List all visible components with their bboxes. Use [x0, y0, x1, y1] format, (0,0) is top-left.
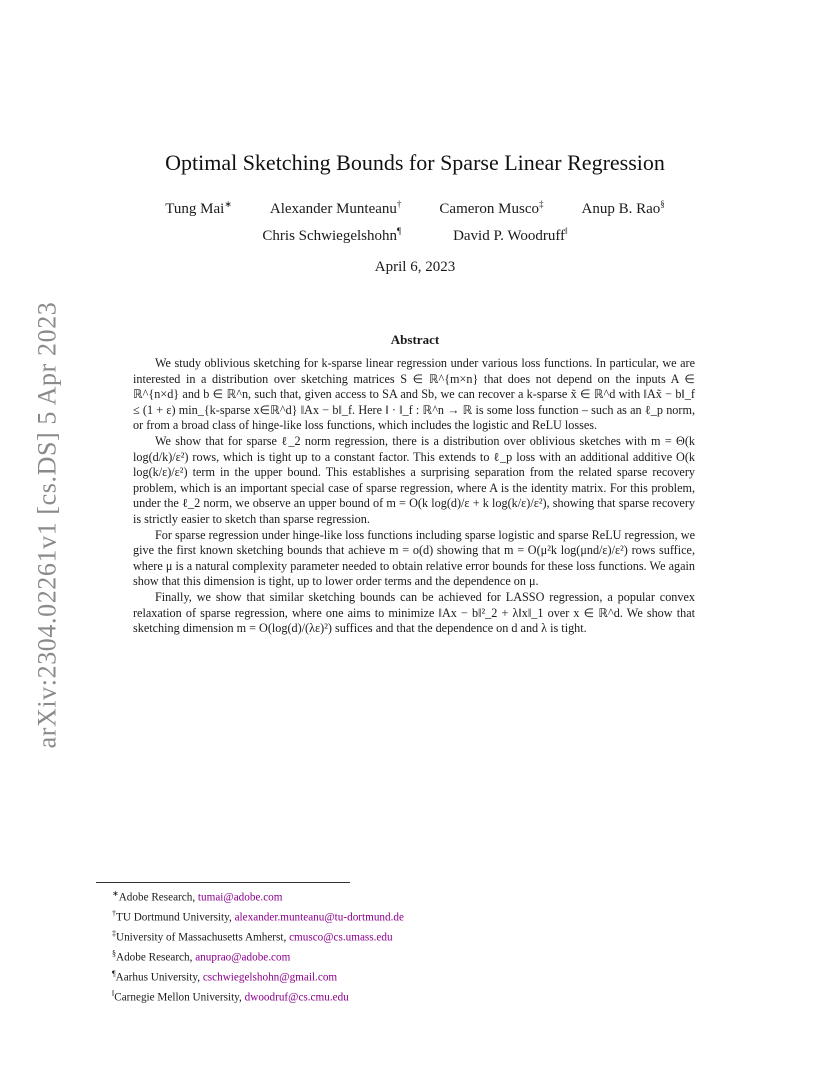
- email-link[interactable]: cschwiegelshohn@gmail.com: [202, 971, 338, 984]
- abstract-paragraph: We study oblivious sketching for k-sparse linear regression under various loss functions. In particular, we are interested in a distribution over sketching matrices S ∈ ℝ^{m×n} that does not depend on the inputs A ∈ ℝ^{n×d} and b ∈ ℝ^n, such that, given access to SA and Sb, we can recover a k-sparse x̃ ∈ ℝ^d with ‖Ax̃ − b‖_f ≤ (1 + ε) min_{k-sparse x∈ℝ^d} ‖Ax − b‖_f. Here ‖ · ‖_f : ℝ^n → ℝ is some loss function – such as an ℓ_p norm, or from a broad class of hinge-like loss functions, which includes the logistic and ReLU losses.: [133, 356, 695, 433]
- footnote: ∗Adobe Research, tumai@adobe.com: [112, 889, 283, 904]
- author: Anup B. Rao§: [581, 199, 665, 217]
- footnote: †TU Dortmund University, alexander.munteanu@tu-dortmund.de: [112, 908, 404, 924]
- abstract-paragraph: Finally, we show that similar sketching bounds can be achieved for LASSO regression, a popular convex relaxation of sparse regression, where one aims to minimize ‖Ax − b‖²_2 + λ‖x‖_1 over x ∈ ℝ^d. We show that sketching dimension m = O(log(d)/(λε)²) suffices and that the dependence on d and λ is tight.: [133, 589, 695, 636]
- footnote: ‖Carnegie Mellon University, dwoodruf@cs.cmu.edu: [112, 988, 349, 1004]
- abstract-paragraph: For sparse regression under hinge-like loss functions including sparse logistic and sparse ReLU regression, we give the first known sketching bounds that achieve m = o(d) showing that m = O(μ²k log(μnd/ε)/ε²) rows suffice, where μ is a natural complexity parameter needed to obtain relative error bounds for these loss functions. We again show that this dimension is tight, up to lower order terms and the dependence on μ.: [133, 527, 695, 589]
- email-link[interactable]: cmusco@cs.umass.edu: [289, 931, 393, 944]
- footnote-divider: [96, 882, 350, 883]
- email-link[interactable]: anuprao@adobe.com: [195, 951, 291, 964]
- email-link[interactable]: dwoodruf@cs.cmu.edu: [244, 991, 349, 1004]
- author-row-1: [120, 199, 710, 218]
- paper-date: April 6, 2023: [374, 259, 456, 275]
- author: Chris Schwiegelshohn¶: [262, 226, 402, 244]
- author-list: [120, 199, 710, 253]
- footnote: ¶Aarhus University, cschwiegelshohn@gmail.com: [112, 968, 338, 984]
- footnotes: [112, 886, 672, 1006]
- author: Alexander Munteanu†: [269, 199, 402, 217]
- author: David P. Woodruff‖: [453, 226, 568, 244]
- abstract-paragraph: We show that for sparse ℓ_2 norm regression, there is a distribution over oblivious sketches with m = Θ(k log(d/k)/ε²) rows, which is tight up to a constant factor. This extends to ℓ_p loss with an additional additive O(k log(k/ε)/ε²) term in the upper bound. This establishes a surprising separation from the related sparse recovery problem, which is an important special case of sparse regression, where A is the identity matrix. For this problem, under the ℓ_2 norm, we observe an upper bound of m = O(k log(d)/ε + k log(k/ε)/ε²), showing that sparse recovery is strictly easier to sketch than sparse regression.: [133, 433, 695, 526]
- author: Tung Mai∗: [165, 199, 232, 217]
- arxiv-sidebar: [30, 290, 64, 760]
- paper-title: Optimal Sketching Bounds for Sparse Linear Regression: [165, 150, 665, 175]
- footnote: §Adobe Research, anuprao@adobe.com: [112, 948, 291, 964]
- abstract-heading: Abstract: [390, 332, 440, 347]
- abstract-body: [133, 356, 695, 637]
- author-row-2: [120, 226, 710, 245]
- author: Cameron Musco‡: [439, 199, 544, 217]
- arxiv-identifier: arXiv:2304.02261v1 [cs.DS] 5 Apr 2023: [32, 301, 61, 749]
- footnote: ‡University of Massachusetts Amherst, cmusco@cs.umass.edu: [112, 928, 393, 944]
- email-link[interactable]: tumai@adobe.com: [197, 891, 283, 904]
- email-link[interactable]: alexander.munteanu@tu-dortmund.de: [234, 911, 404, 924]
